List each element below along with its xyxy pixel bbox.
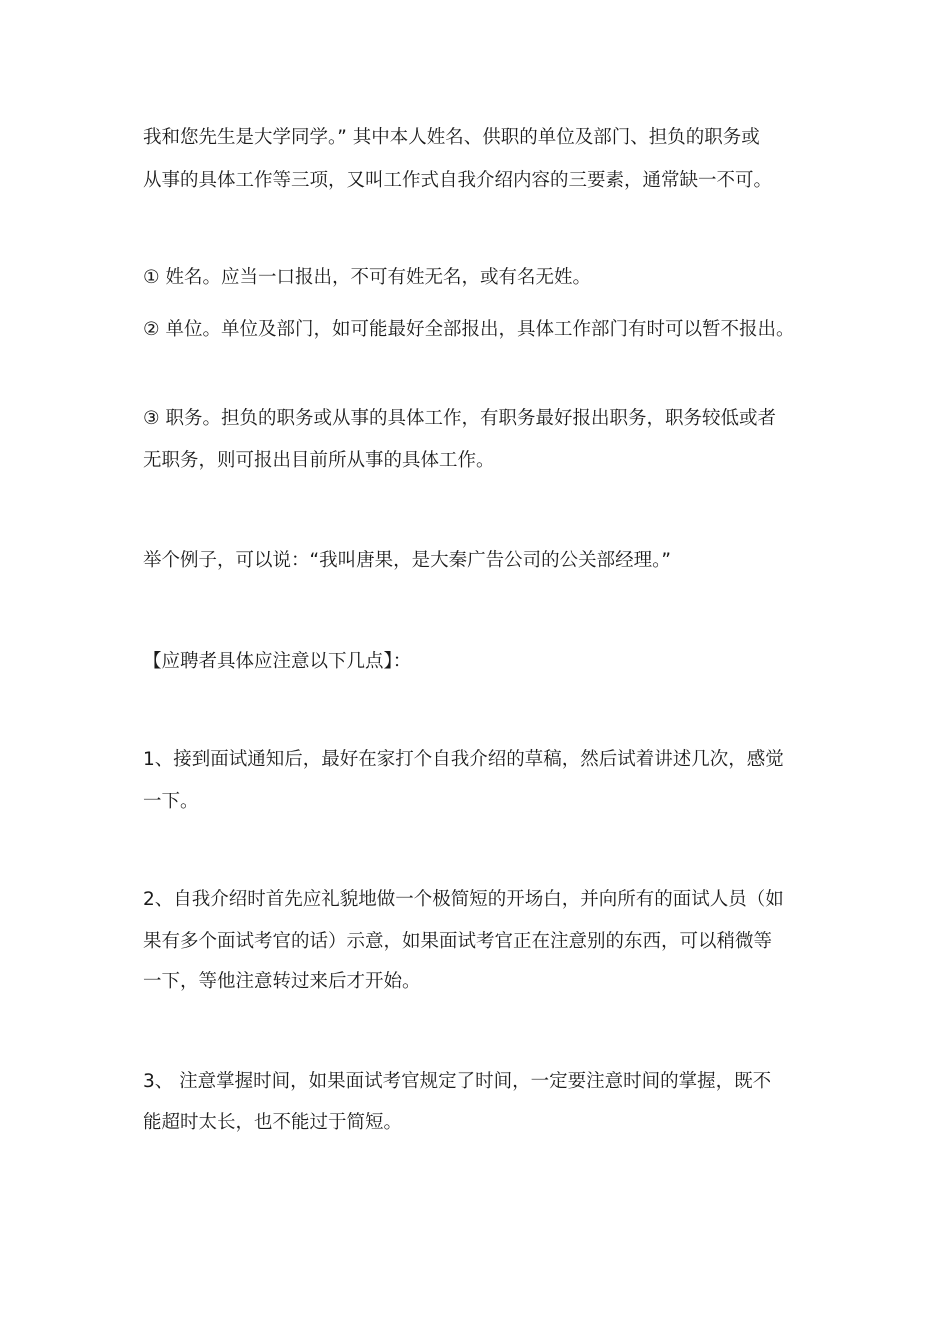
text-line: 果有多个面试考官的话）示意，如果面试考官正在注意别的东西，可以稍微等 — [143, 931, 773, 952]
text-line: 从事的具体工作等三项，又叫工作式自我介绍内容的三要素，通常缺一不可。 — [143, 170, 773, 191]
text-line: ① 姓名。应当一口报出，不可有姓无名，或有名无姓。 — [143, 267, 591, 288]
text-line: 我和您先生是大学同学。” 其中本人姓名、供职的单位及部门、担负的职务或 — [143, 127, 760, 148]
text-line: 1、接到面试通知后，最好在家打个自我介绍的草稿，然后试着讲述几次，感觉 — [143, 749, 784, 770]
text-line: 2、自我介绍时首先应礼貌地做一个极简短的开场白，并向所有的面试人员（如 — [143, 889, 784, 910]
text-line: ② 单位。单位及部门，如可能最好全部报出，具体工作部门有时可以暂不报出。 — [143, 319, 795, 340]
text-line: 举个例子，可以说：“我叫唐果，是大秦广告公司的公关部经理。” — [143, 550, 671, 571]
text-line: ③ 职务。担负的职务或从事的具体工作，有职务最好报出职务，职务较低或者 — [143, 408, 776, 429]
text-line: 一下，等他注意转过来后才开始。 — [143, 971, 421, 992]
text-line: 能超时太长，也不能过于简短。 — [143, 1112, 403, 1133]
text-line: 一下。 — [143, 791, 199, 812]
section-heading: 【应聘者具体应注意以下几点】： — [143, 651, 412, 672]
text-line: 无职务，则可报出目前所从事的具体工作。 — [143, 450, 495, 471]
text-line: 3、 注意掌握时间，如果面试考官规定了时间，一定要注意时间的掌握，既不 — [143, 1071, 772, 1092]
